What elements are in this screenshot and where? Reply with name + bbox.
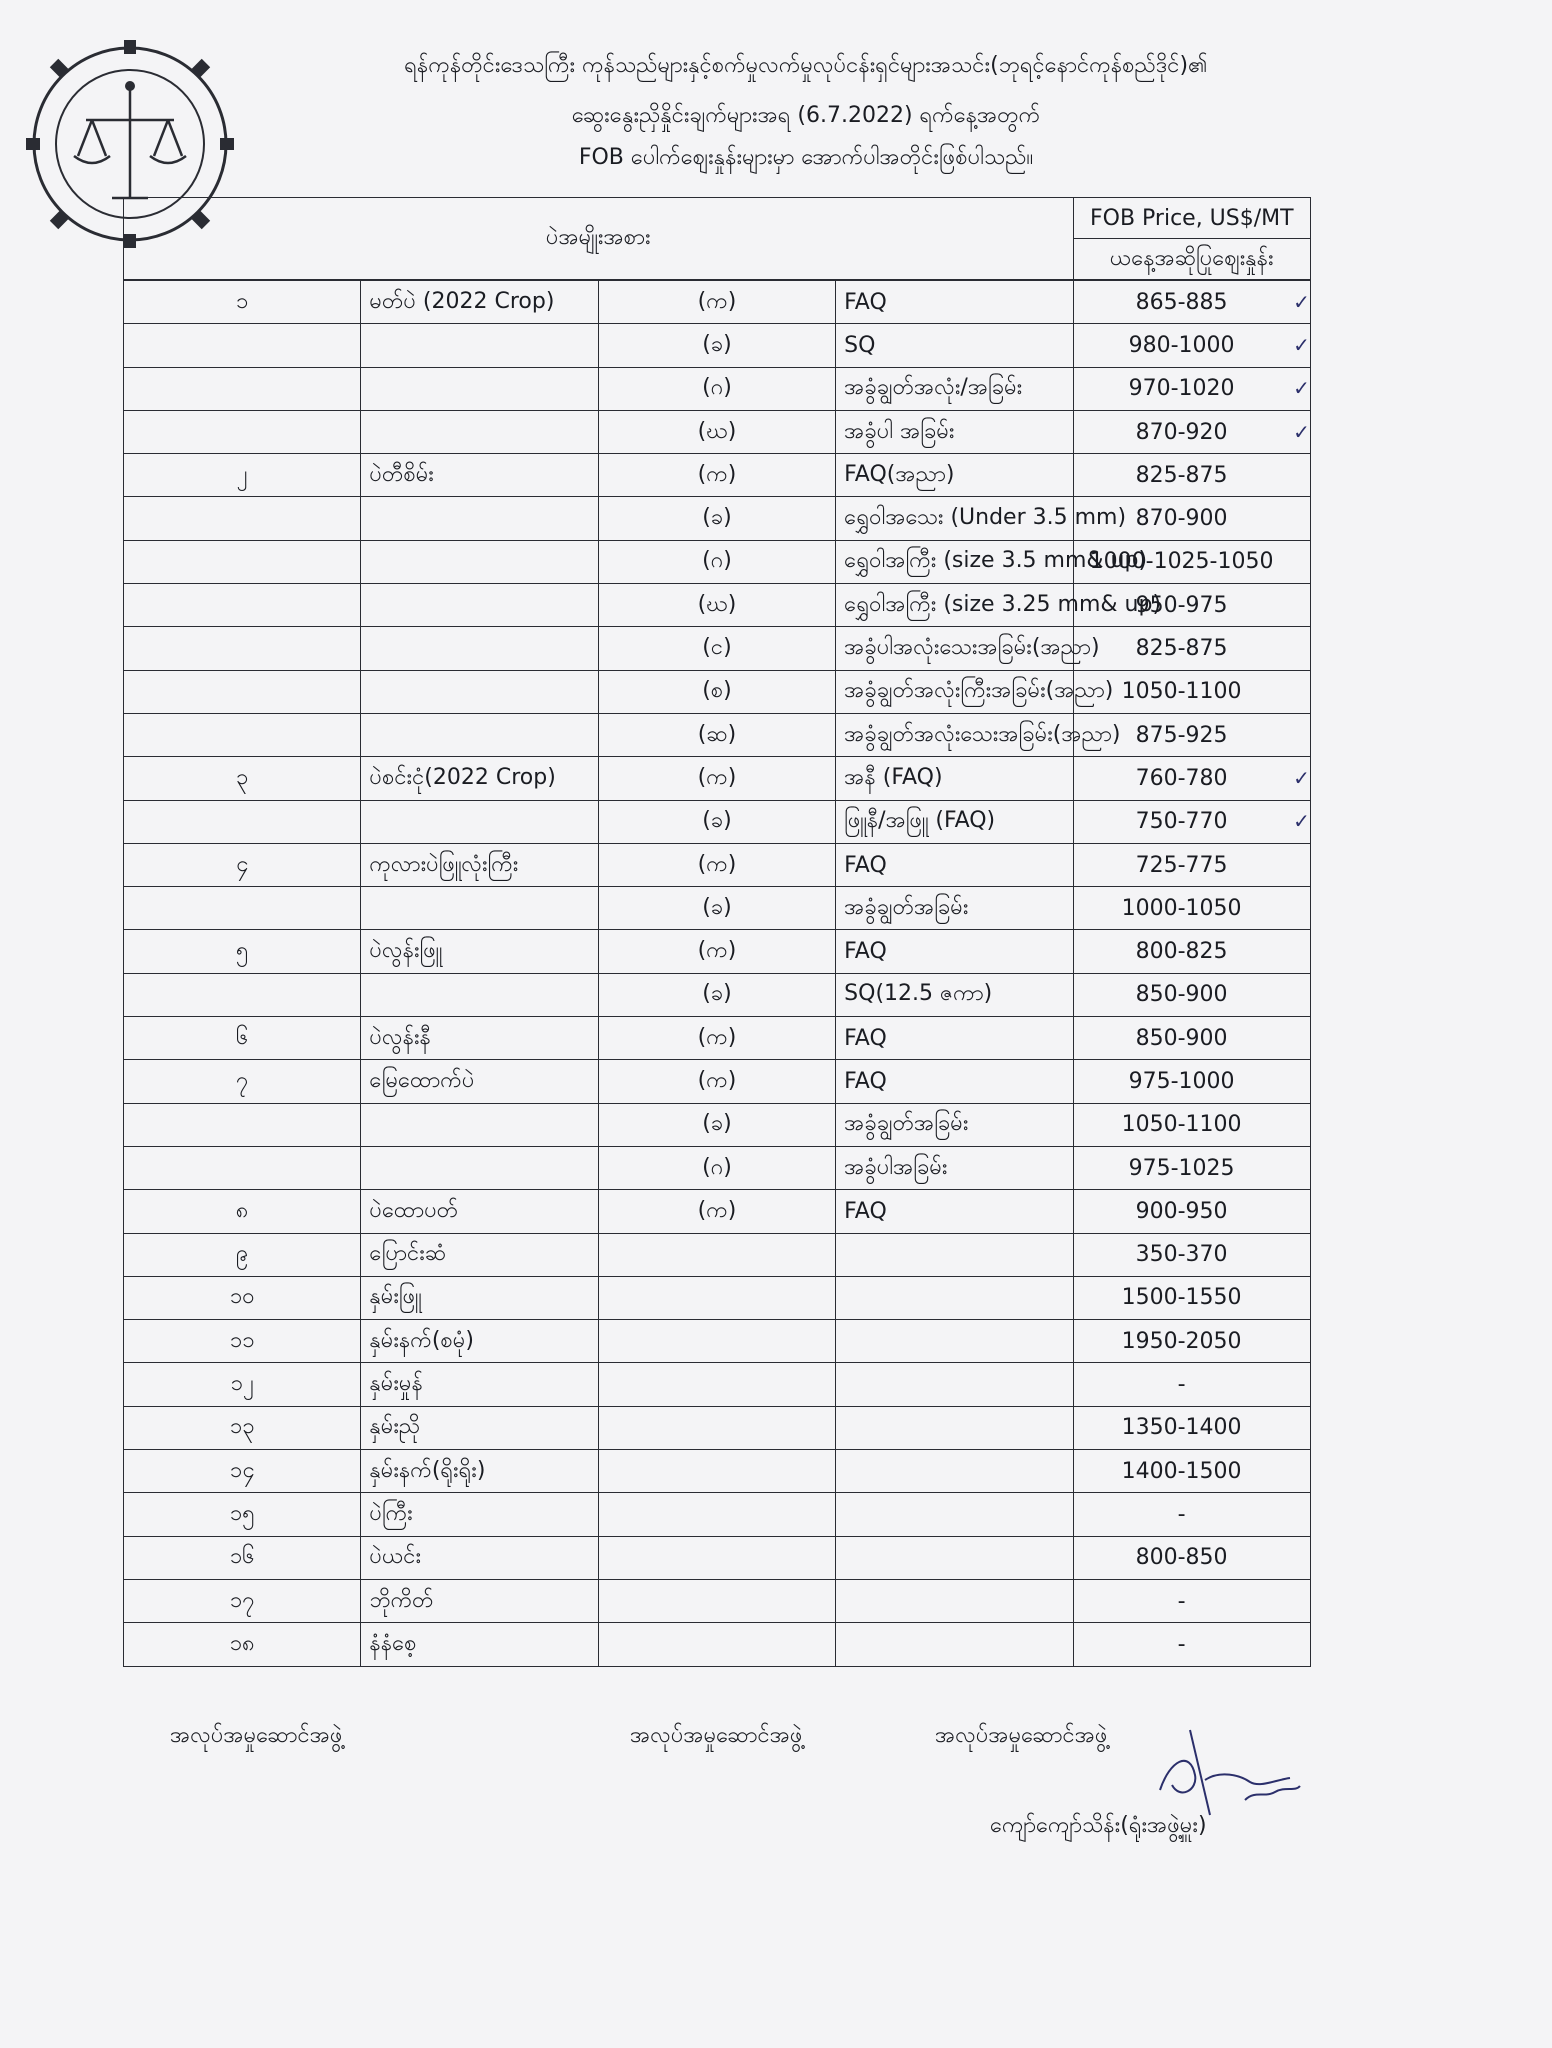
price-value: 825-875 bbox=[1135, 462, 1228, 488]
table-row bbox=[124, 1450, 1311, 1493]
grade-cell bbox=[836, 1450, 1073, 1493]
grade-cell: ဖြူနီ/အဖြူ (FAQ) bbox=[836, 800, 1073, 843]
product-name-cell: မတ်ပဲ (2022 Crop) bbox=[361, 281, 598, 324]
price-value: 760-780 bbox=[1135, 765, 1228, 791]
row-number-cell bbox=[124, 973, 361, 1016]
product-name-cell bbox=[361, 713, 598, 756]
price-cell bbox=[1073, 1363, 1310, 1406]
price-value: - bbox=[1177, 1631, 1186, 1657]
sub-item-cell: (ခ) bbox=[598, 497, 835, 540]
grade-cell: အနီ (FAQ) bbox=[836, 757, 1073, 800]
row-number-cell bbox=[124, 497, 361, 540]
grade-cell bbox=[836, 1623, 1073, 1666]
sub-item-cell bbox=[598, 1536, 835, 1579]
table-row bbox=[124, 757, 1311, 800]
price-value: 825-875 bbox=[1135, 636, 1228, 662]
product-name-cell bbox=[361, 670, 598, 713]
price-cell bbox=[1073, 324, 1310, 367]
row-number-cell bbox=[124, 324, 361, 367]
price-cell bbox=[1073, 1146, 1310, 1189]
product-name-cell: ပဲကြီး bbox=[361, 1493, 598, 1536]
checkmark-icon: ✓ bbox=[1293, 419, 1310, 444]
grade-cell: FAQ bbox=[836, 1190, 1073, 1233]
row-number-cell: ၂ bbox=[124, 454, 361, 497]
price-value: 875-925 bbox=[1135, 722, 1228, 748]
grade-cell: အခွံပါ အခြမ်း bbox=[836, 410, 1073, 453]
grade-cell: အခွံပါအလုံးသေးအခြမ်း(အညာ) bbox=[836, 627, 1073, 670]
product-name-cell bbox=[361, 410, 598, 453]
price-cell bbox=[1073, 1017, 1310, 1060]
row-number-cell: ၄ bbox=[124, 843, 361, 886]
price-value: 350-370 bbox=[1135, 1242, 1228, 1268]
row-number-cell: ၁ bbox=[124, 281, 361, 324]
grade-cell: FAQ bbox=[836, 930, 1073, 973]
price-cell bbox=[1073, 1103, 1310, 1146]
row-number-cell: ၁၅ bbox=[124, 1493, 361, 1536]
grade-cell: အခွံချွတ်အခြမ်း bbox=[836, 887, 1073, 930]
sub-item-cell: (ဆ) bbox=[598, 713, 835, 756]
grade-cell: အခွံပါအခြမ်း bbox=[836, 1146, 1073, 1189]
table-row bbox=[124, 930, 1311, 973]
table-row bbox=[124, 497, 1311, 540]
grade-cell bbox=[836, 1233, 1073, 1276]
product-name-cell: ကုလားပဲဖြူလုံးကြီး bbox=[361, 843, 598, 886]
price-cell bbox=[1073, 1060, 1310, 1103]
grade-cell: FAQ bbox=[836, 281, 1073, 324]
product-name-cell: ပြောင်းဆံ bbox=[361, 1233, 598, 1276]
sub-item-cell: (က) bbox=[598, 281, 835, 324]
price-cell bbox=[1073, 584, 1310, 627]
price-value: 1050-1100 bbox=[1121, 1112, 1242, 1138]
sub-item-cell: (ဂ) bbox=[598, 540, 835, 583]
price-table bbox=[123, 197, 1311, 1667]
product-name-cell: ပဲတီစိမ်း bbox=[361, 454, 598, 497]
header-date-line: ဆွေးနွေးညှိနှိုင်းချက်များအရ (6.7.2022) ရက်နေ့အတွက် bbox=[571, 103, 1041, 128]
product-name-cell: ပဲလွန်းနီ bbox=[361, 1017, 598, 1060]
sub-item-cell: (က) bbox=[598, 1060, 835, 1103]
price-cell bbox=[1073, 497, 1310, 540]
product-name-cell: ဘိုကိတ် bbox=[361, 1579, 598, 1622]
row-number-cell: ၆ bbox=[124, 1017, 361, 1060]
product-name-cell bbox=[361, 1146, 598, 1189]
table-row bbox=[124, 1320, 1311, 1363]
price-value: 900-950 bbox=[1135, 1198, 1228, 1224]
sub-item-cell bbox=[598, 1233, 835, 1276]
grade-cell: ရွှေဝါအသေး (Under 3.5 mm) bbox=[836, 497, 1073, 540]
product-name-cell: နှမ်းဖြူ bbox=[361, 1276, 598, 1319]
price-value: - bbox=[1177, 1501, 1186, 1527]
grade-cell: SQ(12.5 ဇကာ) bbox=[836, 973, 1073, 1016]
price-value: 1050-1100 bbox=[1121, 679, 1242, 705]
price-cell bbox=[1073, 281, 1310, 324]
product-name-cell bbox=[361, 324, 598, 367]
price-value: 980-1000 bbox=[1128, 332, 1235, 358]
product-name-cell: ပဲလွန်းဖြူ bbox=[361, 930, 598, 973]
price-value: 850-900 bbox=[1135, 1025, 1228, 1051]
sub-item-cell: (င) bbox=[598, 627, 835, 670]
price-value: 1350-1400 bbox=[1121, 1415, 1242, 1441]
sub-item-cell: (ဂ) bbox=[598, 1146, 835, 1189]
price-cell bbox=[1073, 1233, 1310, 1276]
grade-cell: FAQ bbox=[836, 843, 1073, 886]
price-value: 850-900 bbox=[1135, 982, 1228, 1008]
table-row bbox=[124, 800, 1311, 843]
checkmark-icon: ✓ bbox=[1293, 289, 1310, 314]
price-cell bbox=[1073, 800, 1310, 843]
price-cell bbox=[1073, 1450, 1310, 1493]
sub-item-cell: (ခ) bbox=[598, 887, 835, 930]
table-row bbox=[124, 670, 1311, 713]
sub-item-cell: (ခ) bbox=[598, 800, 835, 843]
sub-item-cell: (စ) bbox=[598, 670, 835, 713]
row-number-cell: ၇ bbox=[124, 1060, 361, 1103]
grade-cell: FAQ bbox=[836, 1017, 1073, 1060]
product-name-cell bbox=[361, 584, 598, 627]
executive-committee-label: အလုပ်အမှုဆောင်အဖွဲ့ bbox=[170, 1723, 343, 1748]
sub-item-cell: (က) bbox=[598, 843, 835, 886]
header-subtitle-line: FOB ပေါက်ဈေးနှုန်းများမှာ အောက်ပါအတိုင်းဖြစ်ပါသည်။ bbox=[578, 145, 1034, 170]
table-row bbox=[124, 843, 1311, 886]
sub-item-cell: (က) bbox=[598, 1017, 835, 1060]
product-name-cell bbox=[361, 800, 598, 843]
price-cell bbox=[1073, 1623, 1310, 1666]
price-value: 870-920 bbox=[1135, 419, 1228, 445]
sub-item-cell: (ခ) bbox=[598, 324, 835, 367]
row-number-cell bbox=[124, 1146, 361, 1189]
table-row bbox=[124, 1363, 1311, 1406]
product-name-cell: မြေထောက်ပဲ bbox=[361, 1060, 598, 1103]
executive-committee-label: အလုပ်အမှုဆောင်အဖွဲ့ bbox=[630, 1723, 803, 1748]
table-row bbox=[124, 1579, 1311, 1622]
sub-item-cell: (ဃ) bbox=[598, 584, 835, 627]
checkmark-icon: ✓ bbox=[1293, 809, 1310, 834]
col-header-proposed-price: ယနေ့အဆိုပြုဈေးနှုန်း bbox=[1073, 239, 1310, 280]
grade-cell: အခွံချွတ်အလုံး/အခြမ်း bbox=[836, 367, 1073, 410]
product-name-cell bbox=[361, 540, 598, 583]
table-row bbox=[124, 324, 1311, 367]
row-number-cell: ၁၆ bbox=[124, 1536, 361, 1579]
row-number-cell bbox=[124, 887, 361, 930]
table-row bbox=[124, 973, 1311, 1016]
row-number-cell bbox=[124, 627, 361, 670]
grade-cell bbox=[836, 1536, 1073, 1579]
grade-cell: ရွှေဝါအကြီး (size 3.25 mm& up) bbox=[836, 584, 1073, 627]
price-cell bbox=[1073, 887, 1310, 930]
product-name-cell: ပဲထောပတ် bbox=[361, 1190, 598, 1233]
table-row bbox=[124, 1146, 1311, 1189]
price-cell bbox=[1073, 670, 1310, 713]
row-number-cell: ၉ bbox=[124, 1233, 361, 1276]
row-number-cell: ၁၇ bbox=[124, 1579, 361, 1622]
grade-cell bbox=[836, 1493, 1073, 1536]
product-name-cell bbox=[361, 887, 598, 930]
sub-item-cell: (ခ) bbox=[598, 1103, 835, 1146]
row-number-cell bbox=[124, 367, 361, 410]
price-cell bbox=[1073, 713, 1310, 756]
col-header-product-type: ပဲအမျိုးအစား bbox=[124, 198, 1074, 280]
price-value: 750-770 bbox=[1135, 809, 1228, 835]
price-cell bbox=[1073, 1493, 1310, 1536]
signatory-name: ကျော်ကျော်သိန်း(ရုံးအဖွဲ့မှူး) bbox=[990, 1813, 1207, 1838]
sub-item-cell bbox=[598, 1363, 835, 1406]
table-row bbox=[124, 410, 1311, 453]
table-row bbox=[124, 367, 1311, 410]
row-number-cell: ၁၁ bbox=[124, 1320, 361, 1363]
product-name-cell: နှမ်းညို bbox=[361, 1406, 598, 1449]
price-value: 1000-1050 bbox=[1121, 895, 1242, 921]
table-row bbox=[124, 1493, 1311, 1536]
sub-item-cell: (က) bbox=[598, 454, 835, 497]
price-value: 970-1020 bbox=[1128, 376, 1235, 402]
price-cell bbox=[1073, 1579, 1310, 1622]
grade-cell bbox=[836, 1276, 1073, 1319]
price-cell bbox=[1073, 843, 1310, 886]
product-name-cell: နှမ်းနက်(ရိုးရိုး) bbox=[361, 1450, 598, 1493]
product-name-cell bbox=[361, 1103, 598, 1146]
product-name-cell bbox=[361, 627, 598, 670]
row-number-cell bbox=[124, 1103, 361, 1146]
price-value: 800-850 bbox=[1135, 1545, 1228, 1571]
price-cell bbox=[1073, 1406, 1310, 1449]
price-cell bbox=[1073, 454, 1310, 497]
row-number-cell: ၁၄ bbox=[124, 1450, 361, 1493]
row-number-cell bbox=[124, 410, 361, 453]
row-number-cell: ၁၂ bbox=[124, 1363, 361, 1406]
price-cell bbox=[1073, 1536, 1310, 1579]
grade-cell bbox=[836, 1406, 1073, 1449]
price-cell bbox=[1073, 410, 1310, 453]
table-row bbox=[124, 1623, 1311, 1666]
price-value: 1500-1550 bbox=[1121, 1285, 1242, 1311]
checkmark-icon: ✓ bbox=[1293, 376, 1310, 401]
grade-cell: အခွံချွတ်အခြမ်း bbox=[836, 1103, 1073, 1146]
sub-item-cell bbox=[598, 1493, 835, 1536]
table-row bbox=[124, 1103, 1311, 1146]
product-name-cell bbox=[361, 367, 598, 410]
table-header-row bbox=[124, 198, 1311, 239]
sub-item-cell bbox=[598, 1450, 835, 1493]
sub-item-cell bbox=[598, 1276, 835, 1319]
price-cell bbox=[1073, 540, 1310, 583]
price-cell bbox=[1073, 367, 1310, 410]
product-name-cell: ပဲစင်းငုံ(2022 Crop) bbox=[361, 757, 598, 800]
table-row bbox=[124, 1017, 1311, 1060]
product-name-cell: နှမ်းနက်(စမုံ) bbox=[361, 1320, 598, 1363]
price-cell bbox=[1073, 1320, 1310, 1363]
price-table-body bbox=[124, 281, 1311, 1667]
price-value: 865-885 bbox=[1135, 289, 1228, 315]
grade-cell: SQ bbox=[836, 324, 1073, 367]
row-number-cell bbox=[124, 800, 361, 843]
price-value: 725-775 bbox=[1135, 852, 1228, 878]
price-cell bbox=[1073, 930, 1310, 973]
product-name-cell: နှမ်းမှုန် bbox=[361, 1363, 598, 1406]
price-value: 1000-1025-1050 bbox=[1089, 549, 1274, 575]
row-number-cell bbox=[124, 540, 361, 583]
price-value: 800-825 bbox=[1135, 939, 1228, 965]
row-number-cell bbox=[124, 584, 361, 627]
price-value: 1400-1500 bbox=[1121, 1458, 1242, 1484]
product-name-cell: ပဲယင်း bbox=[361, 1536, 598, 1579]
table-row bbox=[124, 1536, 1311, 1579]
table-row bbox=[124, 281, 1311, 324]
grade-cell bbox=[836, 1579, 1073, 1622]
table-row bbox=[124, 1406, 1311, 1449]
price-cell bbox=[1073, 1190, 1310, 1233]
sub-item-cell: (က) bbox=[598, 757, 835, 800]
sub-item-cell bbox=[598, 1320, 835, 1363]
sub-item-cell bbox=[598, 1623, 835, 1666]
grade-cell bbox=[836, 1320, 1073, 1363]
sub-item-cell: (က) bbox=[598, 930, 835, 973]
grade-cell bbox=[836, 1363, 1073, 1406]
price-value: 950-975 bbox=[1135, 592, 1228, 618]
table-row bbox=[124, 713, 1311, 756]
table-row bbox=[124, 584, 1311, 627]
product-name-cell bbox=[361, 973, 598, 1016]
table-row bbox=[124, 1190, 1311, 1233]
sub-item-cell bbox=[598, 1406, 835, 1449]
row-number-cell: ၁၈ bbox=[124, 1623, 361, 1666]
row-number-cell bbox=[124, 670, 361, 713]
product-name-cell bbox=[361, 497, 598, 540]
sub-item-cell: (ဂ) bbox=[598, 367, 835, 410]
table-row bbox=[124, 887, 1311, 930]
price-cell bbox=[1073, 973, 1310, 1016]
checkmark-icon: ✓ bbox=[1293, 765, 1310, 790]
sub-item-cell bbox=[598, 1579, 835, 1622]
col-header-fob-price: FOB Price, US$/MT bbox=[1073, 198, 1310, 239]
row-number-cell: ၃ bbox=[124, 757, 361, 800]
grade-cell: FAQ(အညာ) bbox=[836, 454, 1073, 497]
table-row bbox=[124, 1060, 1311, 1103]
table-row bbox=[124, 627, 1311, 670]
price-value: 1950-2050 bbox=[1121, 1328, 1242, 1354]
price-cell bbox=[1073, 627, 1310, 670]
table-row bbox=[124, 454, 1311, 497]
row-number-cell bbox=[124, 713, 361, 756]
price-cell bbox=[1073, 1276, 1310, 1319]
row-number-cell: ၁၃ bbox=[124, 1406, 361, 1449]
row-number-cell: ၅ bbox=[124, 930, 361, 973]
product-name-cell: နံနံစေ့ bbox=[361, 1623, 598, 1666]
sub-item-cell: (က) bbox=[598, 1190, 835, 1233]
grade-cell: အခွံချွတ်အလုံးသေးအခြမ်း(အညာ) bbox=[836, 713, 1073, 756]
table-row bbox=[124, 1276, 1311, 1319]
row-number-cell: ၈ bbox=[124, 1190, 361, 1233]
price-value: - bbox=[1177, 1372, 1186, 1398]
sub-item-cell: (ခ) bbox=[598, 973, 835, 1016]
price-value: 870-900 bbox=[1135, 506, 1228, 532]
price-value: 975-1000 bbox=[1128, 1068, 1235, 1094]
grade-cell: အခွံချွတ်အလုံးကြီးအခြမ်း(အညာ) bbox=[836, 670, 1073, 713]
checkmark-icon: ✓ bbox=[1293, 332, 1310, 357]
price-cell bbox=[1073, 757, 1310, 800]
table-row bbox=[124, 1233, 1311, 1276]
grade-cell: ရွှေဝါအကြီး (size 3.5 mm& up) bbox=[836, 540, 1073, 583]
row-number-cell: ၁၀ bbox=[124, 1276, 361, 1319]
grade-cell: FAQ bbox=[836, 1060, 1073, 1103]
table-row bbox=[124, 540, 1311, 583]
header-title-line: ရန်ကုန်တိုင်းဒေသကြီး ကုန်သည်များနှင့်စက်မှုလက်မှုလုပ်ငန်းရှင်များအသင်း(ဘုရင့်နောင်ကုန်စည်ဒိုင်)၏ bbox=[404, 53, 1208, 78]
sub-item-cell: (ဃ) bbox=[598, 410, 835, 453]
price-value: - bbox=[1177, 1588, 1186, 1614]
executive-committee-label: အလုပ်အမှုဆောင်အဖွဲ့ bbox=[935, 1723, 1108, 1748]
price-value: 975-1025 bbox=[1128, 1155, 1235, 1181]
